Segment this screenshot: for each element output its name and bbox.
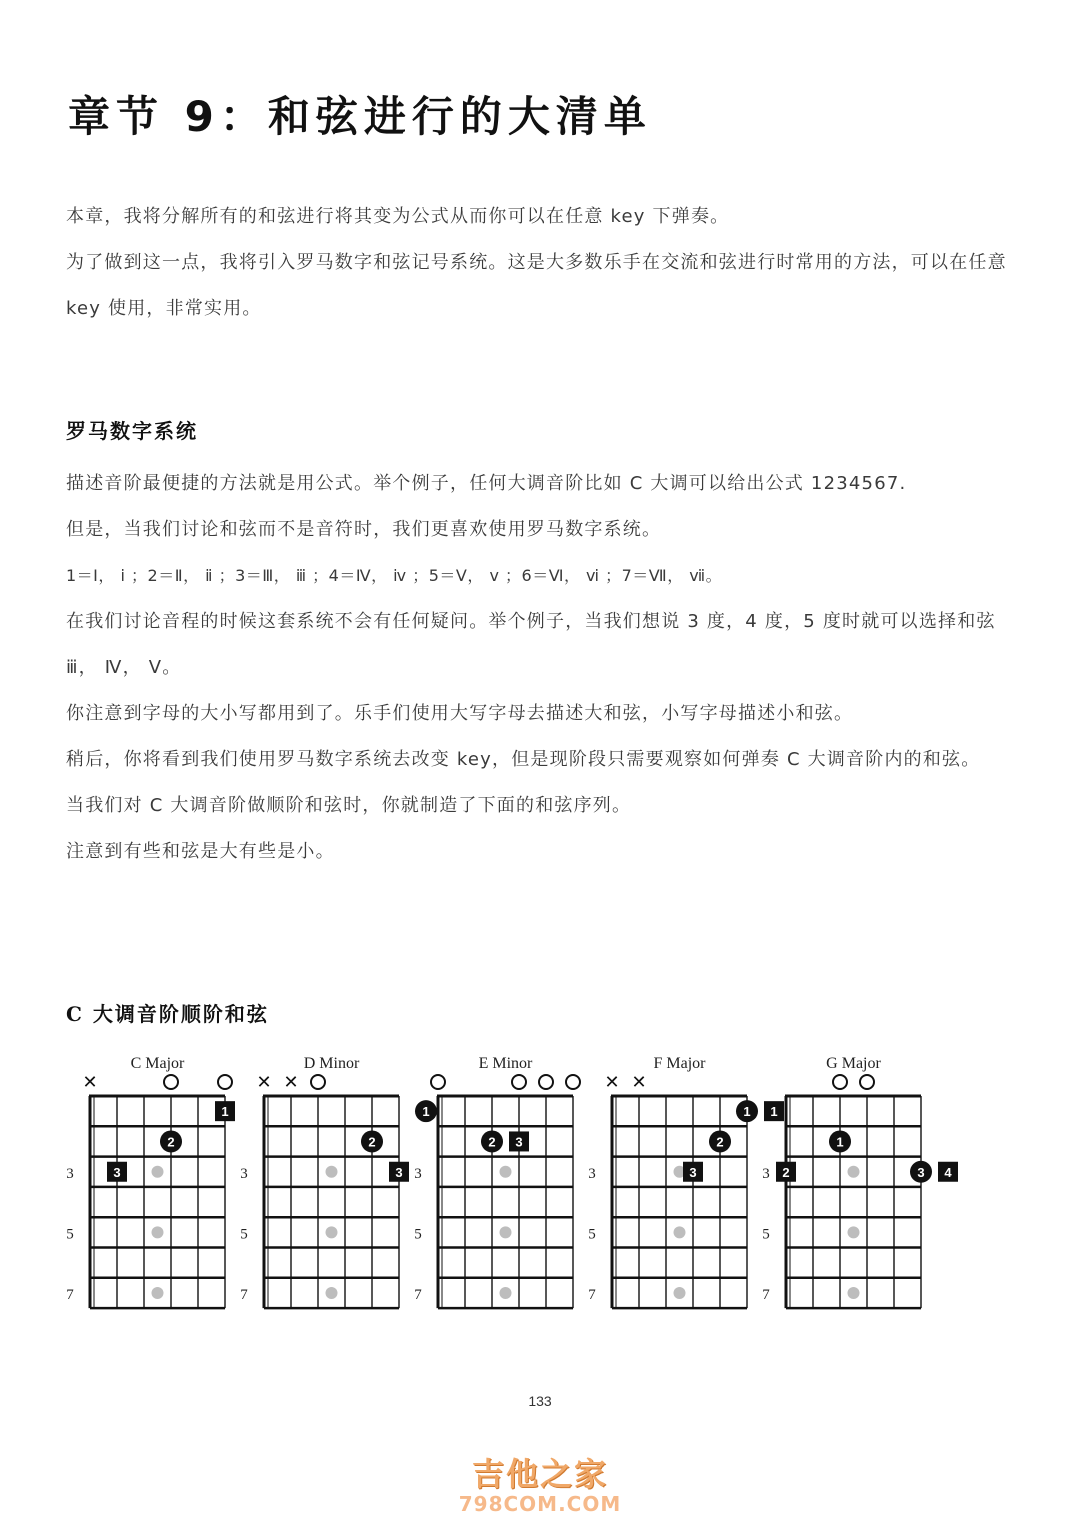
fret-number-label: 5 [588, 1226, 596, 1243]
fret-inlay-dot [500, 1166, 512, 1178]
body-line: 注意到有些和弦是大有些是小。 [66, 841, 335, 862]
open-string-marker [539, 1075, 553, 1089]
roman-numeral-line: 1＝Ⅰ， ⅰ ；2＝Ⅱ， ⅱ ；3＝Ⅲ， ⅲ ；4＝Ⅳ， ⅳ ；5＝Ⅴ， ⅴ ；6＝Ⅵ， ⅵ ；7＝Ⅶ， ⅶ。 [66, 566, 723, 585]
fret-number-label: 3 [66, 1165, 74, 1182]
chord-diagram [240, 1055, 437, 1308]
fret-number-label: 3 [414, 1165, 422, 1182]
body-line: 在我们讨论音程的时候这套系统不会有任何疑问。举个例子，当我们想说 3 度，4 度，5 度时就可以选择和弦 ⅲ， Ⅳ， Ⅴ。 [66, 611, 996, 678]
chord-name: G Major [826, 1055, 881, 1072]
finger-number: 3 [515, 1134, 523, 1150]
finger-number: 3 [395, 1164, 403, 1180]
fret-number-label: 5 [762, 1226, 770, 1243]
body-line: 你注意到字母的大小写都用到了。乐手们使用大写字母去描述大和弦，小写字母描述小和弦。 [66, 703, 854, 724]
fret-number-label: 5 [240, 1226, 248, 1243]
chord-name: E Minor [478, 1055, 533, 1072]
fret-number-label: 7 [414, 1286, 422, 1303]
fret-number-label: 3 [240, 1165, 248, 1182]
open-string-marker [512, 1075, 526, 1089]
chord-diagrams-svg [0, 1048, 1080, 1328]
fret-number-label: 3 [762, 1165, 770, 1182]
chord-name: C Major [130, 1055, 185, 1072]
fret-number-label: 5 [66, 1226, 74, 1243]
finger-number: 2 [488, 1134, 496, 1150]
page-title: 章节 9：和弦进行的大清单 [68, 92, 652, 141]
fret-inlay-dot [152, 1287, 164, 1299]
fret-inlay-dot [152, 1226, 164, 1238]
open-string-marker [566, 1075, 580, 1089]
intro-paragraph [66, 194, 1016, 332]
open-string-marker [218, 1075, 232, 1089]
chord-diagram [414, 1055, 580, 1308]
page-number: 133 [528, 1393, 552, 1409]
fret-inlay-dot [500, 1287, 512, 1299]
muted-string-marker: ✕ [631, 1072, 647, 1093]
section-heading-chords: C 大调音阶顺阶和弦 [66, 1002, 269, 1026]
body-line: 当我们对 C 大调音阶做顺阶和弦时，你就制造了下面的和弦序列。 [66, 795, 632, 816]
open-string-marker [311, 1075, 325, 1089]
fret-inlay-dot [152, 1166, 164, 1178]
open-string-marker [164, 1075, 178, 1089]
watermark-url: 798COM.COM [458, 1492, 622, 1516]
body-line: 但是，当我们讨论和弦而不是音符时，我们更喜欢使用罗马数字系统。 [66, 519, 662, 540]
finger-number: 3 [917, 1164, 925, 1180]
muted-string-marker: ✕ [256, 1072, 272, 1093]
fret-inlay-dot [848, 1166, 860, 1178]
finger-number: 1 [836, 1134, 844, 1150]
watermark [440, 1455, 640, 1515]
chord-diagram [762, 1055, 958, 1308]
fret-inlay-dot [848, 1226, 860, 1238]
fret-inlay-dot [326, 1287, 338, 1299]
finger-number: 4 [944, 1164, 952, 1180]
fret-number-label: 7 [588, 1286, 596, 1303]
fret-number-label: 7 [66, 1286, 74, 1303]
fret-number-label: 3 [588, 1165, 596, 1182]
chord-name: F Major [653, 1055, 706, 1072]
open-string-marker [860, 1075, 874, 1089]
finger-number: 1 [770, 1104, 778, 1120]
body-line: 描述音阶最便捷的方法就是用公式。举个例子，任何大调音阶比如 C 大调可以给出公式 1234567. [66, 473, 907, 494]
muted-string-marker: ✕ [283, 1072, 299, 1093]
fret-inlay-dot [326, 1226, 338, 1238]
fret-inlay-dot [674, 1226, 686, 1238]
fret-inlay-dot [848, 1287, 860, 1299]
fret-number-label: 7 [240, 1286, 248, 1303]
body-line: 稍后，你将看到我们使用罗马数字系统去改变 key，但是现阶段只需要观察如何弹奏 C 大调音阶内的和弦。 [66, 749, 981, 770]
fret-inlay-dot [674, 1287, 686, 1299]
fret-number-label: 7 [762, 1286, 770, 1303]
intro-line: 本章，我将分解所有的和弦进行将其变为公式从而你可以在任意 key 下弹奏。 [66, 206, 730, 227]
chord-diagram [588, 1055, 784, 1308]
finger-number: 1 [743, 1104, 751, 1120]
section-heading-roman: 罗马数字系统 [66, 419, 198, 443]
finger-number: 3 [689, 1164, 697, 1180]
finger-number: 2 [716, 1134, 724, 1150]
fret-inlay-dot [500, 1226, 512, 1238]
roman-paragraph [66, 461, 1016, 875]
finger-number: 2 [368, 1134, 376, 1150]
open-string-marker [833, 1075, 847, 1089]
finger-number: 2 [782, 1164, 790, 1180]
fret-number-label: 5 [414, 1226, 422, 1243]
muted-string-marker: ✕ [604, 1072, 620, 1093]
intro-line: 为了做到这一点，我将引入罗马数字和弦记号系统。这是大多数乐手在交流和弦进行时常用的方法，可以在任意 key 使用，非常实用。 [66, 252, 1007, 319]
fret-inlay-dot [326, 1166, 338, 1178]
finger-number: 2 [167, 1134, 175, 1150]
watermark-logo-text: 吉他之家 [471, 1455, 608, 1493]
finger-number: 1 [422, 1104, 430, 1120]
chord-diagram [66, 1055, 235, 1308]
chord-name: D Minor [303, 1055, 360, 1072]
open-string-marker [431, 1075, 445, 1089]
finger-number: 3 [113, 1164, 121, 1180]
finger-number: 1 [221, 1104, 229, 1120]
chord-diagrams [0, 1048, 1080, 1328]
muted-string-marker: ✕ [82, 1072, 98, 1093]
